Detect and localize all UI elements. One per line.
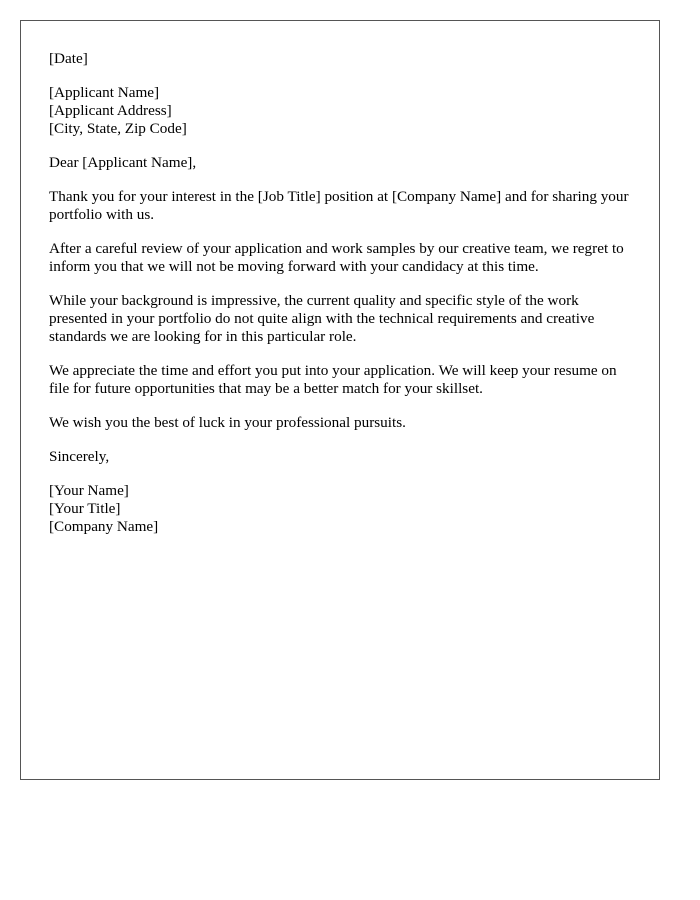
- body-paragraph-2: After a careful review of your application and work samples by our creative team, we regret to inform you that we will not be moving forward with your candidacy at this time.: [49, 240, 624, 275]
- recipient-name: [Applicant Name]: [49, 84, 160, 101]
- signature-block: [49, 482, 631, 536]
- body-paragraph-3: While your background is impressive, the current quality and specific style of the work presented in your portfolio do not quite align with the technical requirements and creative standards we are looking for in this particular role.: [49, 292, 595, 345]
- body-paragraph-1: Thank you for your interest in the [Job Title] position at [Company Name] and for sharing your portfolio with us.: [49, 188, 629, 223]
- signature-company: [Company Name]: [49, 518, 159, 535]
- body-paragraph-5: We wish you the best of luck in your professional pursuits.: [49, 414, 406, 431]
- salutation: Dear [Applicant Name],: [49, 154, 197, 171]
- letter-page: [20, 20, 660, 780]
- recipient-city-state-zip: [City, State, Zip Code]: [49, 120, 187, 137]
- body-paragraph-4: We appreciate the time and effort you put into your application. We will keep your resume on file for future opportunities that may be a better match for your skillset.: [49, 362, 617, 397]
- date-block: [49, 50, 631, 68]
- closing-block: [49, 448, 631, 466]
- signature-title: [Your Title]: [49, 500, 121, 517]
- letter-date: [Date]: [49, 50, 88, 67]
- recipient-address-block: [49, 84, 631, 138]
- recipient-address: [Applicant Address]: [49, 102, 172, 119]
- salutation-block: [49, 154, 631, 172]
- signature-name: [Your Name]: [49, 482, 129, 499]
- closing: Sincerely,: [49, 448, 110, 465]
